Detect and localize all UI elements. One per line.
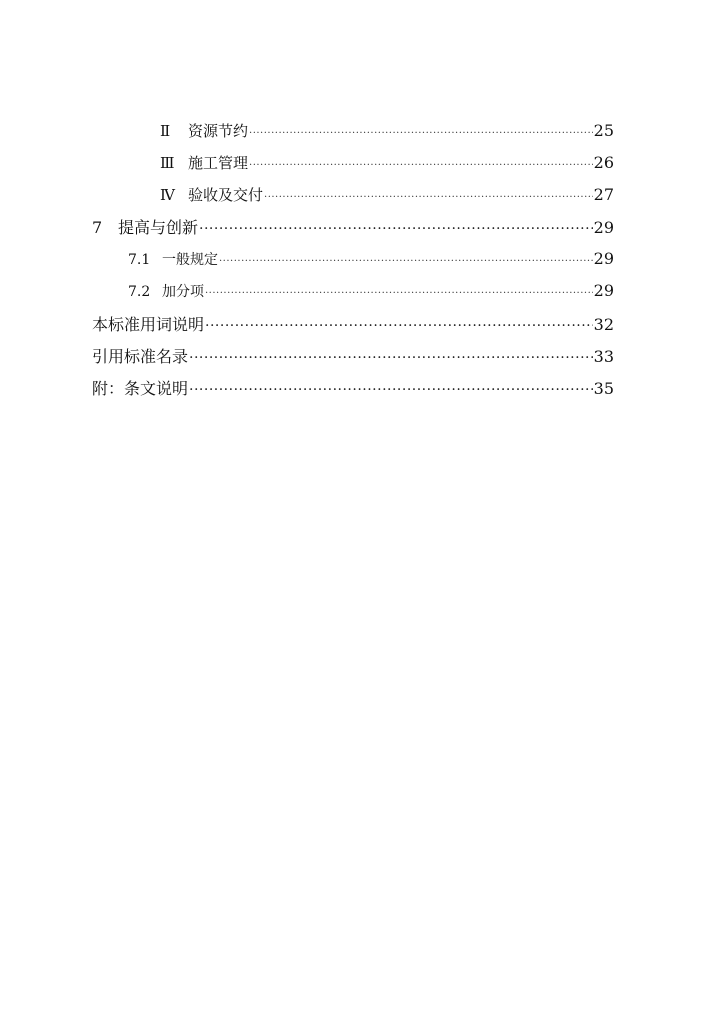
- toc-entry-page: 25: [593, 121, 614, 140]
- toc-entry-title: 提高与创新: [118, 218, 199, 237]
- dot-leader: [199, 217, 593, 233]
- toc-entry-number: 7: [92, 218, 103, 237]
- toc-entry-page: 26: [593, 153, 614, 172]
- dot-leader: [189, 346, 593, 362]
- toc-entry-page: 32: [593, 315, 614, 334]
- toc-entry-page: 27: [593, 185, 614, 204]
- toc-entry-title: 一般规定: [162, 252, 218, 268]
- toc-entry-acceptance-delivery[interactable]: [160, 184, 614, 204]
- toc-entry-title: 验收及交付: [188, 186, 264, 204]
- toc-entry-page: 29: [593, 281, 614, 300]
- toc-entry-number: Ⅳ: [160, 186, 175, 204]
- toc-entry-page: 35: [593, 379, 614, 398]
- dot-leader: [189, 378, 593, 394]
- toc-entry-title: 附：条文说明: [92, 379, 189, 398]
- toc-entry-terminology[interactable]: [92, 312, 614, 334]
- toc-entry-title: 本标准用词说明: [92, 315, 205, 334]
- toc-entry-improvement-innovation[interactable]: [92, 215, 614, 237]
- toc-entry-explanation-of-provisions[interactable]: [92, 376, 614, 398]
- dot-leader: [219, 250, 593, 264]
- toc-entry-title: 引用标准名录: [92, 347, 189, 366]
- toc-entry-number: 7.1: [128, 252, 151, 268]
- dot-leader: [205, 282, 593, 296]
- toc-entry-number: Ⅲ: [160, 154, 175, 172]
- toc-entry-resource-saving[interactable]: [160, 120, 614, 140]
- toc-entry-title: 加分项: [162, 284, 204, 300]
- dot-leader: [249, 122, 593, 136]
- toc-entry-title: 资源节约: [188, 122, 249, 140]
- toc-entry-number: 7.2: [128, 284, 151, 300]
- toc-entry-title: 施工管理: [188, 154, 249, 172]
- toc-entry-bonus-items[interactable]: [128, 281, 614, 301]
- toc-entry-general-provisions[interactable]: [128, 249, 614, 269]
- toc-entry-referenced-standards[interactable]: [92, 344, 614, 366]
- toc-entry-construction-management[interactable]: [160, 152, 614, 172]
- dot-leader: [249, 154, 593, 168]
- toc-entry-page: 33: [593, 347, 614, 366]
- toc-entry-number: Ⅱ: [160, 122, 171, 140]
- toc-entry-page: 29: [593, 218, 614, 237]
- dot-leader: [205, 314, 593, 330]
- dot-leader: [264, 186, 593, 200]
- toc-entry-page: 29: [593, 249, 614, 268]
